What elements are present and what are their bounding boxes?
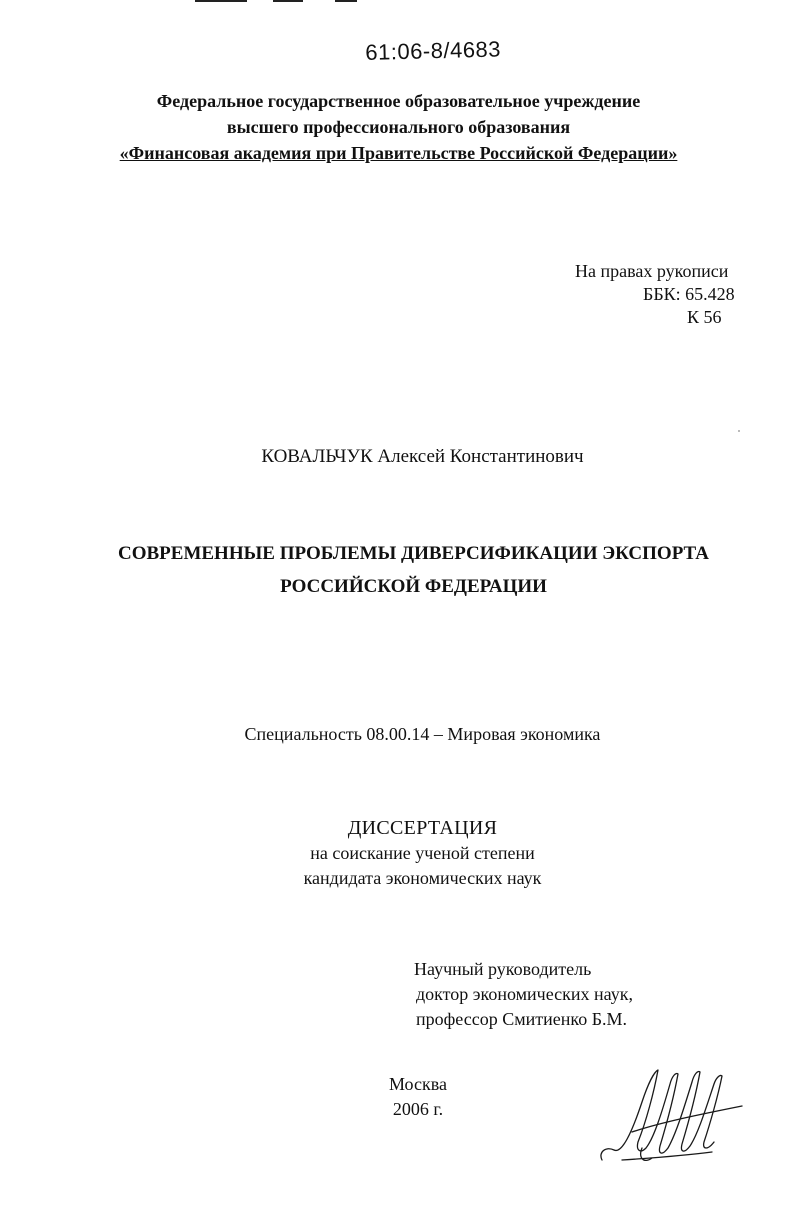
dissertation-title bbox=[0, 537, 797, 603]
place-block bbox=[378, 1072, 458, 1122]
handwritten-signature bbox=[592, 1062, 752, 1172]
manuscript-rights: На правах рукописи bbox=[575, 261, 729, 281]
institution-line-1: Федеральное государственное образовательное учреждение bbox=[156, 91, 641, 111]
degree-line-2: кандидата экономических наук bbox=[303, 868, 542, 888]
title-line-1: СОВРЕМЕННЫЕ ПРОБЛЕМЫ ДИВЕРСИФИКАЦИИ ЭКСПОРТА bbox=[118, 543, 709, 564]
author-name: КОВАЛЬЧУК Алексей Константинович bbox=[261, 446, 584, 467]
advisor-line-2: доктор экономических наук, bbox=[416, 984, 633, 1004]
institution-line-3: «Финансовая академия при Правительстве Российской Федерации» bbox=[119, 143, 678, 163]
specialty: Специальность 08.00.14 – Мировая экономика bbox=[244, 724, 601, 744]
degree-line-1: на соискание ученой степени bbox=[310, 843, 535, 863]
archive-stamp-number: 61:06-8/4683 bbox=[365, 36, 502, 65]
advisor-line-3: профессор Смитиенко Б.М. bbox=[416, 1009, 628, 1029]
manuscript-code: К 56 bbox=[687, 307, 722, 327]
scan-top-marks bbox=[195, 0, 365, 3]
scan-speck bbox=[738, 430, 740, 432]
manuscript-bbk: ББК: 65.428 bbox=[643, 284, 735, 304]
advisor-block bbox=[414, 957, 633, 1032]
institution-line-2: высшего профессионального образования bbox=[226, 117, 571, 137]
title-line-2: РОССИЙСКОЙ ФЕДЕРАЦИИ bbox=[280, 576, 547, 597]
advisor-line-1: Научный руководитель bbox=[414, 959, 592, 979]
degree-block bbox=[0, 816, 797, 891]
institution-block bbox=[0, 88, 797, 166]
dissertation-heading: ДИССЕРТАЦИЯ bbox=[347, 817, 498, 839]
year: 2006 г. bbox=[392, 1099, 444, 1119]
city: Москва bbox=[389, 1074, 447, 1094]
manuscript-info bbox=[575, 260, 735, 329]
